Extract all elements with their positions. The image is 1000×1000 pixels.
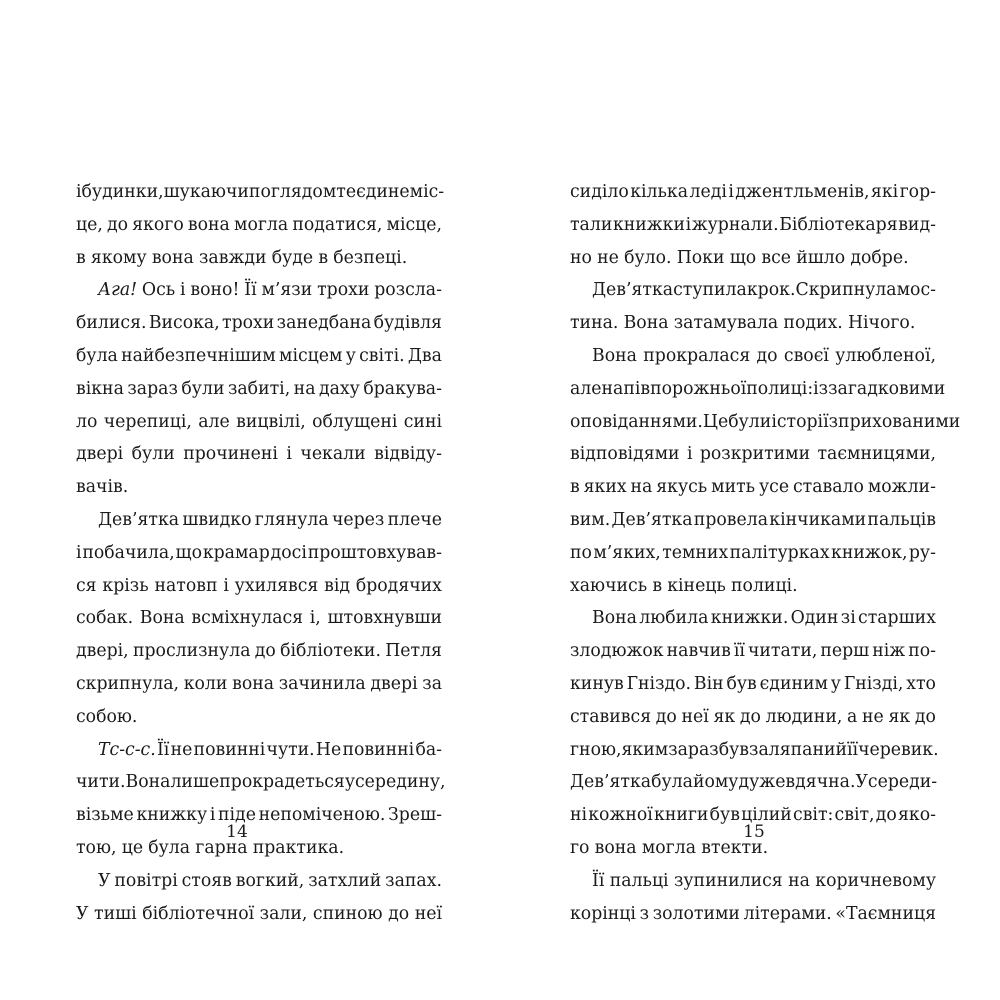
text-line: тина. Вона затамувала подих. Нічого. bbox=[570, 313, 916, 334]
text-line: злодюжок навчив її читати, перш ніж по- bbox=[570, 641, 936, 662]
text-line: Тс-с-с. Її не повинні чути. Не повинні ба- bbox=[76, 734, 442, 767]
text-line: Дев’ятка ступила крок. Скрипнула мос- bbox=[592, 280, 936, 301]
text-line: Вона любила книжки. Один зі старших bbox=[592, 608, 936, 629]
text-line: вим. Дев’ятка провела кінчиками пальців bbox=[570, 509, 936, 530]
text-line: візьме книжку і піде непоміченою. Зреш- bbox=[76, 805, 442, 826]
text-line: Дев’ятка була йому дуже вдячна. Усереди- bbox=[570, 772, 938, 793]
text-line: ні кожної книги був цілий світ: світ, до яко- bbox=[570, 805, 936, 826]
text-line: кинув Гніздо. Він був єдиним у Гнізді, хто bbox=[570, 673, 936, 694]
italic-word: Ага! bbox=[98, 280, 138, 301]
text-line: була найбезпечнішим місцем у світі. Два bbox=[76, 345, 442, 366]
text-line: сиділо кілька леді і джентльменів, які гор- bbox=[570, 182, 936, 202]
text-line: по м’яких, темних палітурках книжок, ру- bbox=[570, 542, 936, 563]
text-line: Дев’ятка швидко глянула через плече bbox=[98, 509, 442, 530]
text-line: оповіданнями. Це були історії з прихованими bbox=[570, 411, 961, 432]
text-line: У повітрі стояв вогкий, затхлий запах. bbox=[98, 870, 442, 891]
text-line: в якому вона завжди буде в безпеці. bbox=[76, 247, 408, 268]
text-line: це, до якого вона могла податися, місце, bbox=[76, 214, 442, 235]
text-line: корінці з золотими літерами. «Таємниця bbox=[570, 903, 936, 924]
left-page-text bbox=[76, 176, 446, 930]
text-line: вікна зараз були забиті, на даху бракува- bbox=[76, 378, 442, 399]
text-line: тою, це була гарна практика. bbox=[76, 837, 345, 858]
text-line: собак. Вона всміхнулася і, штовхнувши bbox=[76, 608, 442, 629]
text-line: билися. Висока, трохи занедбана будівля bbox=[76, 313, 442, 334]
text-line: Її пальці зупинилися на коричневому bbox=[592, 870, 936, 891]
text-line: но не було. Поки що все йшло добре. bbox=[570, 247, 909, 268]
text-line: і будинки, шукаючи поглядом те єдине міс- bbox=[76, 182, 445, 202]
text-line: чити. Вона лише прокрадеться усередину, bbox=[76, 772, 446, 793]
text-line: У тиші бібліотечної зали, спиною до неї bbox=[76, 903, 442, 924]
text-line: ся крізь натовп і ухилявся від бродячих bbox=[76, 575, 442, 596]
text-line: гною, яким зараз був заляпаний її черевик. bbox=[570, 739, 939, 760]
text-line: двері, прослизнула до бібліотеки. Петля bbox=[76, 641, 442, 662]
italic-word: Тс-с-с. bbox=[98, 739, 156, 760]
text-line: хаючись в кінець полиці. bbox=[570, 575, 798, 596]
text-line: скрипнула, коли вона зачинила двері за bbox=[76, 673, 442, 694]
text-line: го вона могла втекти. bbox=[570, 837, 769, 858]
text-line: ло черепиці, але вицвілі, облущені сині bbox=[76, 411, 442, 432]
text-line: але напівпорожньої полиці: із загадковими bbox=[570, 378, 946, 399]
text-line: Вона прокралася до своєї улюбленої, bbox=[592, 345, 936, 366]
text-line: собою. bbox=[76, 706, 138, 727]
text-line: відповідями і розкритими таємницями, bbox=[570, 444, 936, 465]
text-line: двері були прочинені і чекали відвіду- bbox=[76, 444, 442, 465]
text-line: ставився до неї як до людини, а не як до bbox=[570, 706, 936, 727]
text-line: і побачила, що крамар досі проштовхував- bbox=[76, 542, 442, 563]
page-number-right: 15 bbox=[743, 822, 765, 842]
text-line: вачів. bbox=[76, 477, 129, 498]
right-page-text bbox=[570, 176, 961, 930]
text-line: Ага! Ось і воно! Її м’язи трохи розсла- bbox=[76, 274, 442, 307]
text-line: тали книжки і журнали. Бібліотекаря вид- bbox=[570, 214, 936, 235]
text-line: в яких на якусь мить усе ставало можли- bbox=[570, 477, 936, 498]
page-number-left: 14 bbox=[226, 822, 248, 842]
